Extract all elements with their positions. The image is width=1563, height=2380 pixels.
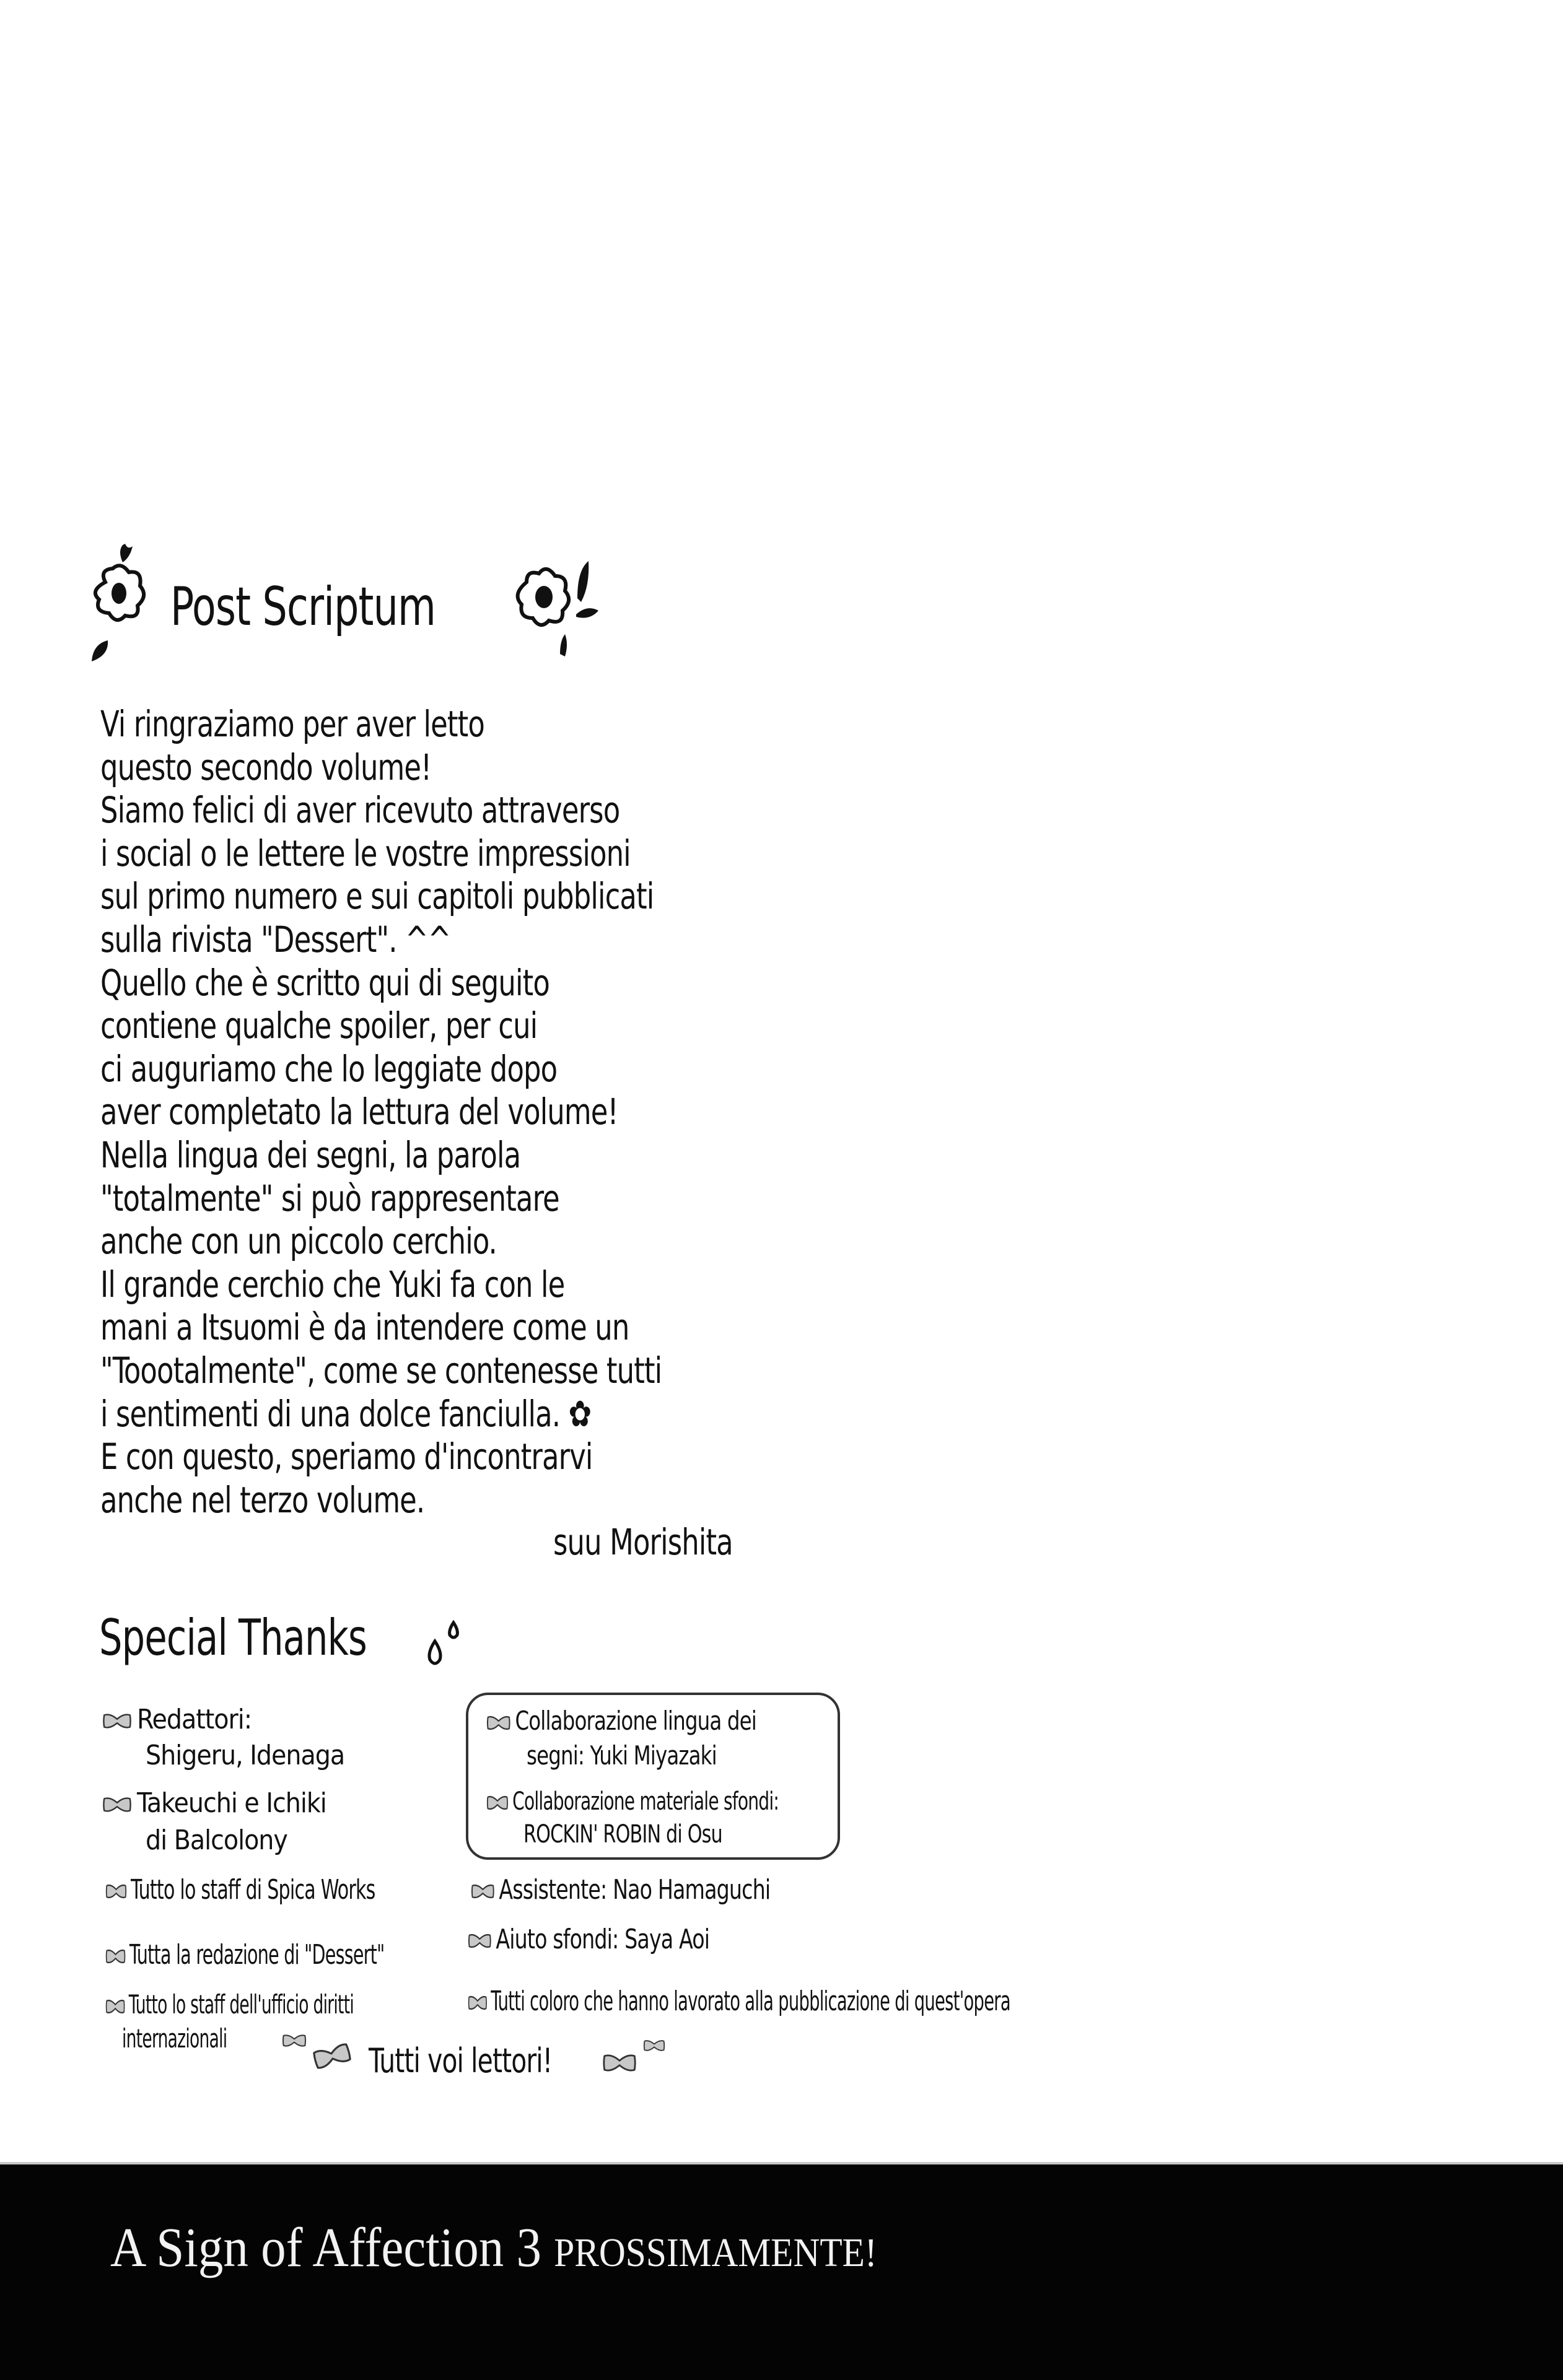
bow-icon [105,1947,126,1966]
credit-ufficio-diritti [105,1988,354,2021]
credit-text: Assistente: Nao Hamaguchi [499,1874,771,1906]
credit-text: Tutto lo staff dell'ufficio diritti [128,1989,354,2020]
letter-line: contiene qualche spoiler, per cui [100,1005,538,1047]
bow-icon [468,1932,492,1950]
post-scriptum-letter [100,703,813,1522]
letter-line: aver completato la lettura del volume! [100,1091,618,1133]
bow-icon [468,1994,488,2012]
letter-line: "totalmente" si può rappresentare [100,1177,559,1219]
credit-tutti-coloro [468,1985,1010,2018]
bow-icon [471,1882,495,1901]
credit-text: di Balcolony [146,1824,287,1856]
credit-text: internazionali [122,2023,227,2054]
credit-text: Tutto lo staff di Spica Works [131,1874,375,1906]
credit-assistente [471,1873,770,1907]
credit-lettori [369,2041,552,2081]
bow-icon [486,1714,511,1732]
author-signature: suu Morishita [553,1521,733,1563]
credit-lingua-segni-name [527,1739,717,1772]
coming-soon-label: PROSSIMAMENTE! [554,2230,877,2275]
credit-text: Collaborazione materiale sfondi: [512,1787,779,1816]
letter-line: E con questo, speriamo d'incontrarvi [100,1436,593,1478]
bow-small-icon [643,2038,665,2054]
credit-redattori-names [102,1739,344,1772]
credit-takeuchi [102,1787,326,1820]
post-scriptum-header [87,539,632,663]
letter-line: Vi ringraziamo per aver letto [100,703,484,745]
bow-large-icon [602,2051,637,2075]
credit-takeuchi-studio [102,1824,287,1857]
bow-icon [102,1712,132,1730]
bow-icon [105,1882,127,1901]
credit-lingua-segni [486,1704,756,1738]
credit-ufficio-diritti-cont [122,2022,227,2055]
credit-materiale-sfondi [486,1785,779,1818]
bow-icon [102,1795,132,1814]
letter-line: i social o le lettere le vostre impressioni [100,832,631,874]
letter-line: questo secondo volume! [100,746,432,788]
post-scriptum-title: Post Scriptum [170,576,436,638]
next-volume-banner [0,2162,1563,2380]
droplets-icon [421,1616,465,1672]
bow-large-icon [310,2038,354,2075]
letter-line: anche con un piccolo cerchio. [100,1220,497,1263]
credit-text: Redattori: [137,1704,252,1735]
flower-left-icon [87,539,167,663]
letter-line: ci auguriamo che lo leggiate dopo [100,1047,558,1090]
flower-right-icon [508,557,626,669]
credit-text: segni: Yuki Miyazaki [527,1740,717,1771]
credit-text: Tutti coloro che hanno lavorato alla pubblicazione di quest'opera [491,1986,1010,2017]
credit-materiale-sfondi-name [523,1818,722,1851]
credit-aiuto-sfondi [468,1923,709,1956]
letter-line: anche nel terzo volume. [100,1478,425,1521]
bow-small-icon [282,2031,307,2050]
credit-redattori [102,1703,252,1737]
credit-text: ROCKIN' ROBIN di Osu [523,1820,722,1849]
letter-line: Quello che è scritto qui di seguito [100,961,549,1004]
letter-line: Il grande cerchio che Yuki fa con le [100,1263,565,1306]
letter-line: sul primo numero e sui capitoli pubblicati [100,875,654,918]
letter-line: Nella lingua dei segni, la parola [100,1133,521,1176]
credit-text: Aiuto sfondi: Saya Aoi [496,1924,710,1955]
credit-text: Tutta la redazione di "Dessert" [129,1939,385,1971]
next-volume-name: A Sign of Affection 3 [110,2217,541,2278]
letter-line: i sentimenti di una dolce fanciulla. ✿ [100,1392,592,1435]
credit-spica-works [105,1873,375,1907]
letter-line: sulla rivista "Dessert". ^^ [100,918,451,961]
credit-text: Tutti voi lettori! [369,2041,553,2080]
credit-redazione-dessert [105,1938,384,1972]
credit-text: Shigeru, Idenaga [146,1740,345,1771]
letter-line: Siamo felici di aver ricevuto attraverso [100,789,620,832]
next-volume-title [110,2214,877,2287]
special-thanks-title: Special Thanks [99,1609,367,1667]
bow-icon [105,1997,125,2016]
bow-icon [486,1794,509,1812]
credit-text: Collaborazione lingua dei [515,1706,756,1736]
letter-line: mani a Itsuomi è da intendere come un [100,1306,629,1349]
letter-line: "Toootalmente", come se contenesse tutti [100,1349,662,1392]
credit-text: Takeuchi e Ichiki [137,1787,326,1819]
